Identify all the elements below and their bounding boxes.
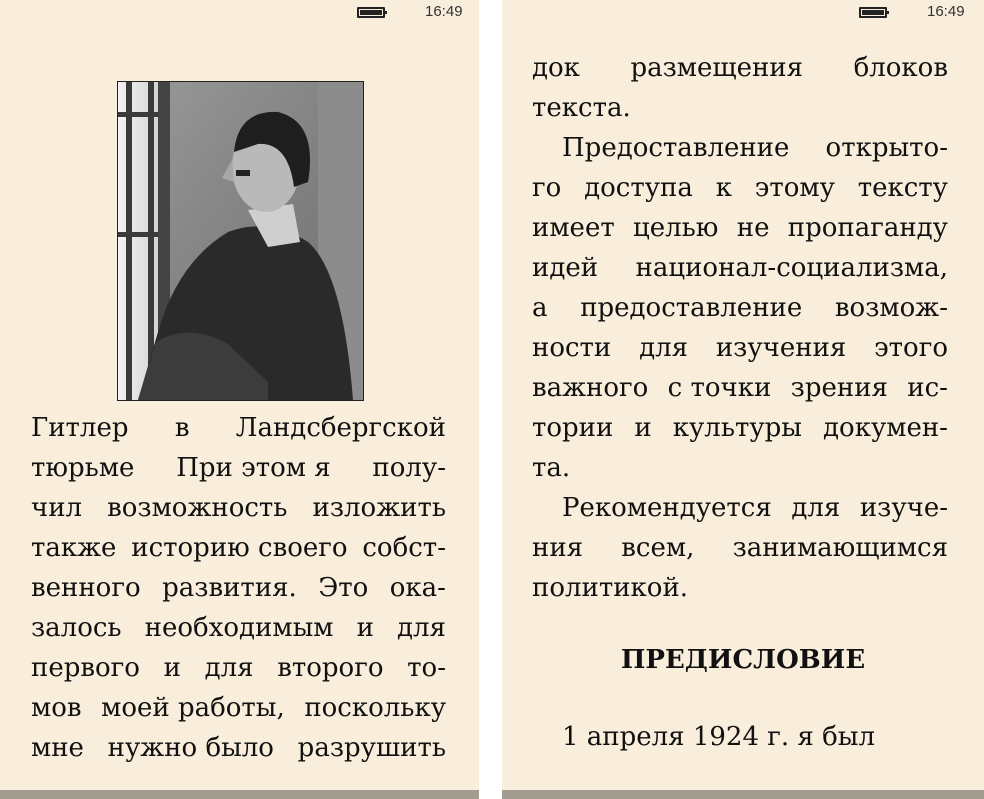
text-line: чил возможность изложить bbox=[31, 493, 446, 523]
text-line: текста. bbox=[532, 93, 631, 123]
text-line: го доступа к этому тексту bbox=[532, 173, 948, 203]
text-line: важного с точки зрения ис- bbox=[532, 373, 948, 403]
text-line: первого и для второго то- bbox=[31, 653, 446, 683]
text-line: тюрьме При этом я полу- bbox=[31, 453, 446, 483]
left-reader-page[interactable] bbox=[0, 0, 479, 790]
text-line: имеет целью не пропаганду bbox=[532, 213, 948, 243]
text-line: политикой. bbox=[532, 573, 689, 603]
text-line: Предоставление открыто- bbox=[562, 133, 948, 163]
portrait-photo bbox=[117, 81, 364, 401]
battery-icon bbox=[357, 7, 385, 18]
text-line: док размещения блоков bbox=[532, 53, 948, 83]
text-line: ния всем, занимающимся bbox=[532, 533, 948, 563]
text-line: тории и культуры докумен- bbox=[532, 413, 948, 443]
text-line: ности для изучения этого bbox=[532, 333, 948, 363]
right-reader-page[interactable] bbox=[502, 0, 984, 790]
text-line: мов моей работы, поскольку bbox=[31, 693, 446, 723]
text-line: Гитлер в Ландсбергской bbox=[31, 413, 446, 443]
clock: 16:49 bbox=[927, 3, 965, 20]
progress-gutter bbox=[479, 790, 502, 799]
text-line: та. bbox=[532, 453, 571, 483]
battery-icon bbox=[859, 7, 887, 18]
paragraph-start: 1 апреля 1924 г. я был bbox=[562, 722, 875, 752]
status-bar bbox=[502, 0, 984, 26]
page-gutter bbox=[479, 0, 502, 799]
text-line: также историю своего собст- bbox=[31, 533, 446, 563]
text-line: Рекомендуется для изуче- bbox=[562, 493, 948, 523]
text-line: мне нужно было разрушить bbox=[31, 733, 446, 763]
text-line: а предоставление возмож- bbox=[532, 293, 948, 323]
text-line: идей национал-социализма, bbox=[532, 253, 948, 283]
clock: 16:49 bbox=[425, 3, 463, 20]
status-bar bbox=[0, 0, 479, 26]
chapter-heading: ПРЕДИСЛОВИЕ bbox=[620, 645, 866, 675]
text-line: венного развития. Это ока- bbox=[31, 573, 446, 603]
text-line: залось необходимым и для bbox=[31, 613, 446, 643]
